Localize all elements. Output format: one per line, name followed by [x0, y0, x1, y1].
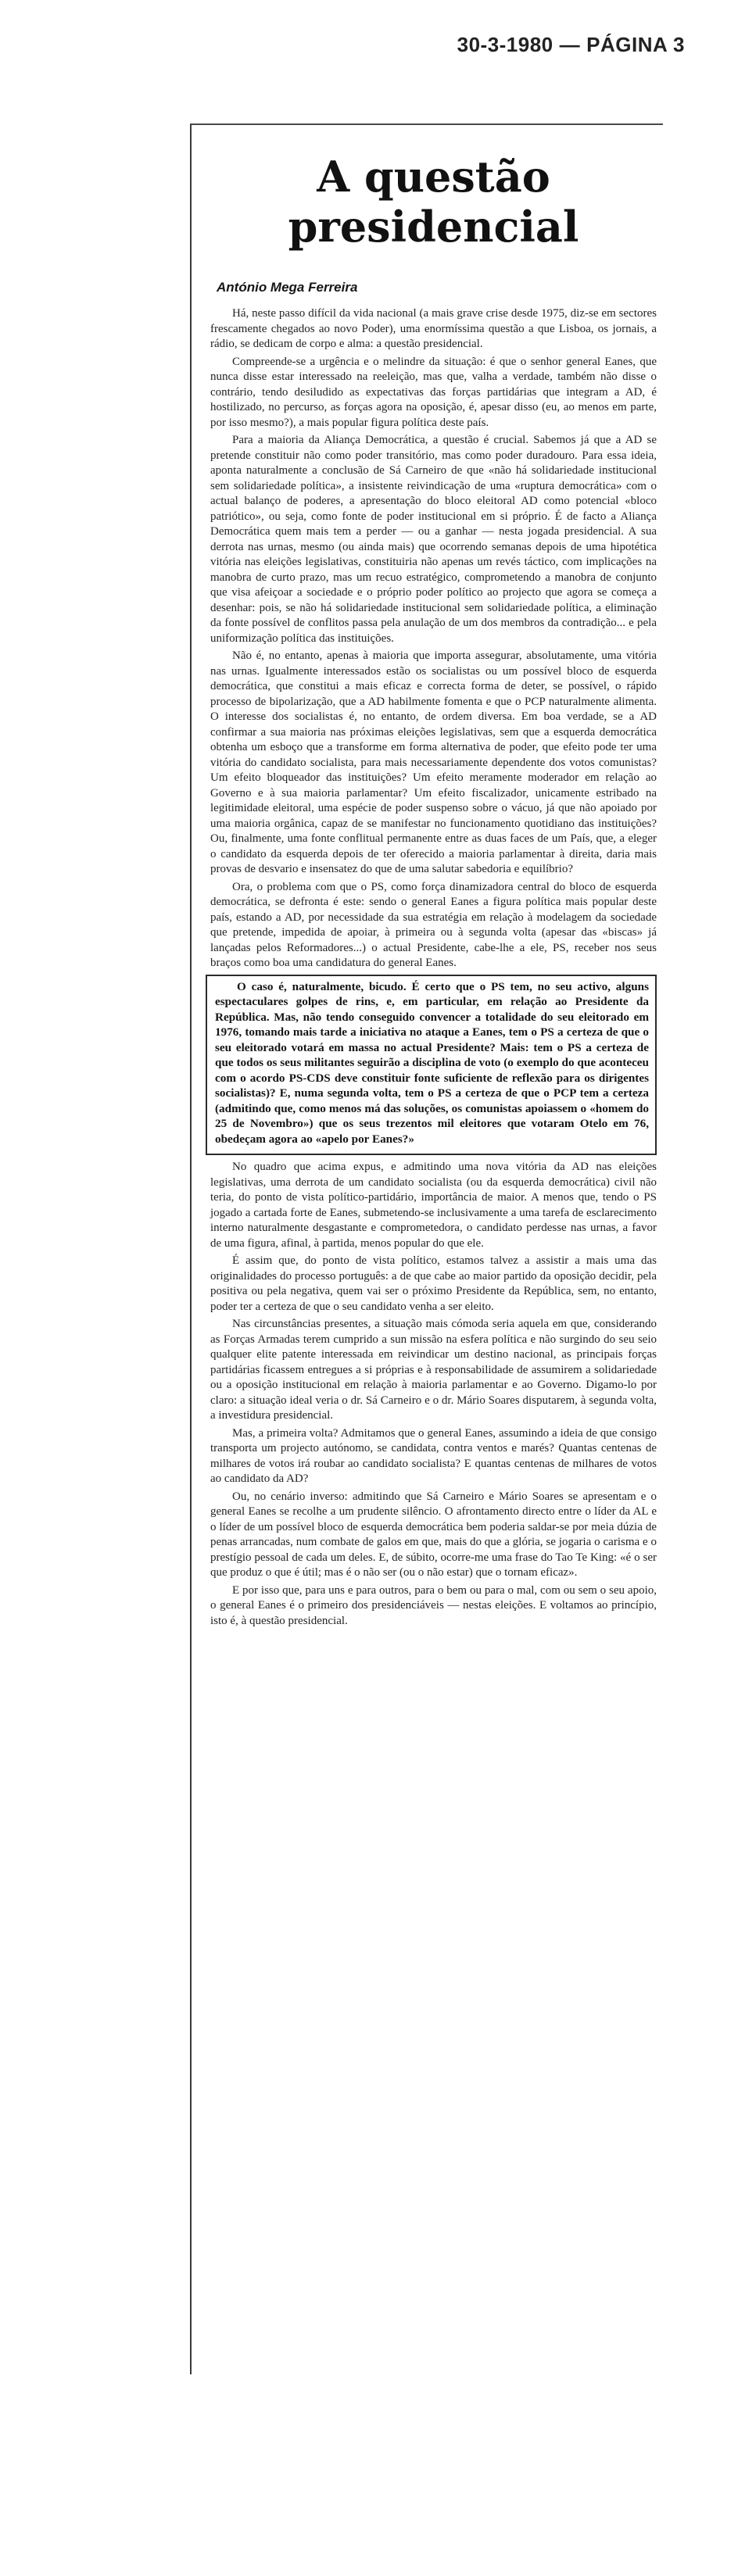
- paragraph-11: Ou, no cenário inverso: admitindo que Sá Carneiro e Mário Soares se apresentam e o general Eanes se recolhe a um prudente silêncio. O afrontamento directo entre o líder da AL e o líder de um possível bloco de esquerda democrática bem poderia saldar-se por meia dúzia de penas arrancadas, num combate de galos em que, mais do que a glória, se jogaria o carisma e o prestígio pessoal de cada um deles. E, de súbito, ocorre-me uma frase do Tao Te King: «é o ser que produz o que é útil; mas é o não ser (ou o não estar) que o tornam eficaz».: [210, 1490, 657, 1579]
- paragraph-3: Para a maioria da Aliança Democrática, a questão é crucial. Sabemos já que a AD se pretende constituir não como poder transitório, mas como poder duradouro. Para essa ideia, aponta naturalmente a conclusão de Sá Carneiro de que «não há solidariedade institucional sem solidariedade política», a insistente reivindicação de uma «ruptura democrática» com o actual balanço de poderes, a apresentação do bloco eleitoral AD como potencial «bloco patriótico», ou seja, como fonte de poder institucional em si próprio. É de facto a Aliança Democrática quem mais tem a perder — ou a ganhar — nesta jogada presidencial. A sua derrota nas urnas, mesmo (ou ainda mais) que ocorrendo semanas depois de uma hipotética vitória nas eleições legislativas, constituiria não apenas um revés táctico, com implicações na manobra de curto prazo, mas um recuo estratégico, comprometendo a manobra de conjunto que visa afeiçoar a sociedade e o próprio poder político ao projecto que agora se começa a desenhar: pois, se não há solidariedade institucional sem solidariedade política, a eliminação da fonte possível de conflitos passa pela anulação de um dos membros da contradição... e pela uniformização política das instituições.: [210, 434, 657, 645]
- article-body: [210, 306, 657, 1629]
- paragraph-5: Ora, o problema com que o PS, como força dinamizadora central do bloco de esquerda democrática, se defronta é este: sendo o general Eanes a figura política mais popular deste país, estando a AD, por necessidade da sua estratégia em relação à modelagem da sociedade que pretende, impedida de apoiar, à primeira ou à segunda volta (apesar das «biscas» já lançadas pelos Reformadores...) o actual Presidente, cabe-lhe a ele, PS, receber nos seus braços como boa uma candidatura do general Eanes.: [210, 880, 657, 969]
- paragraph-8: É assim que, do ponto de vista político, estamos talvez a assistir a mais uma das originalidades do processo português: a de que cabe ao maior partido da oposição decidir, pela positiva ou pela negativa, quem vai ser o próximo Presidente da República, sem, no entanto, poder ter a certeza de que o seu candidato venha a ser eleito.: [210, 1254, 657, 1313]
- paragraph-12: E por isso que, para uns e para outros, para o bem ou para o mal, com ou sem o seu apoio, o general Eanes é o primeiro dos presidenciáveis — nestas eleições. E voltamos ao princípio, isto é, à questão presidencial.: [210, 1583, 657, 1627]
- paragraph-1: Há, neste passo difícil da vida nacional (a mais grave crise desde 1975, diz-se em sectores frescamente chegados ao novo Poder), uma enormíssima questão a que Lisboa, os jornais, a rádio, se dedicam de corpo e alma: a questão presidencial.: [210, 307, 657, 350]
- title-line-1: A questão: [317, 152, 550, 202]
- header-dash: —: [559, 33, 581, 56]
- paragraph-9: Nas circunstâncias presentes, a situação mais cómoda seria aquela em que, considerando as Forças Armadas terem cumprido a sun missão na esfera política e não surgindo do seu seio qualquer elite patente interessada em reivindicar um destino nacional, as principais forças partidárias ficassem entregues a si próprias e à responsabilidade de assumirem a solidariedade ou a oposição institucional em relação à maioria parlamentar e ao Governo. Digamo-lo por claro: a situação ideal veria o dr. Sá Carneiro e o dr. Mário Soares disputarem, à segunda volta, a investidura presidencial.: [210, 1318, 657, 1422]
- paragraph-7: No quadro que acima expus, e admitindo uma nova vitória da AD nas eleições legislativas, uma derrota de um candidato socialista (ou da esquerda democrática) civil não teria, do ponto de vista político-partidário, importância de maior. A menos que, tendo o PS jogado a cartada forte de Eanes, submetendo-se inclusivamente a uma tarefa de esclarecimento interno naturalmente desgastante e comprometedora, o candidato perdesse nas urnas, a favor de uma figura, afinal, à partida, menos popular do que ele.: [210, 1161, 657, 1250]
- article-author: António Mega Ferreira: [217, 280, 358, 295]
- title-line-2: presidencial: [288, 202, 579, 252]
- highlighted-passage-box: [206, 975, 657, 1156]
- article-title: [210, 152, 657, 252]
- issue-date: 30-3-1980: [457, 33, 554, 56]
- paragraph-10: Mas, a primeira volta? Admitamos que o general Eanes, assumindo a ideia de que consigo transporta um projecto autónomo, se candidata, contra ventos e marés? Quantas centenas de milhares de votos irá roubar ao candidato socialista? E quantas centenas de milhares de votos ao candidato da AD?: [210, 1426, 657, 1485]
- paragraph-4: Não é, no entanto, apenas à maioria que importa assegurar, absolutamente, uma vitória nas urnas. Igualmente interessados estão os socialistas ou um possível bloco de esquerda democrática, que constitui a mais eficaz e correcta forma de deter, se possível, o rápido processo de bipolarização, que a AD habilmente fomenta e que o PCP naturalmente alimenta. O interesse dos socialistas é, no entanto, de ordem diversa. Em boa verdade, se a AD confirmar a sua maioria nas próximas eleições legislativas, sem que a esquerda democrática obtenha um esboço que a transforme em forma alternativa de poder, que efeito pode ter uma vitória do candidato socialista, para mais necessariamente dependente dos votos comunistas? Um efeito bloqueador das instituições? Um efeito meramente moderador em relação ao Governo e à sua maioria parlamentar? Um efeito fiscalizador, unicamente estribado na legitimidade eleitoral, uma espécie de poder suspenso sobre o vácuo, já que não apoiado por uma maioria orgânica, capaz de se manifestar no funcionamento quotidiano das instituições? Ou, finalmente, uma fonte conflitual permanente entre as duas faces de um País, que, a eleger o candidato da esquerda depois de ter oferecido a maioria parlamentar à direita, daria mais provas de desvario e insensatez do que de uma salutar sabedoria e equilíbrio?: [210, 649, 657, 875]
- highlighted-paragraph: O caso é, naturalmente, bicudo. É certo que o PS tem, no seu activo, alguns espectaculares golpes de rins, e, em particular, em relação ao Presidente da República. Mas, não tendo conseguido convencer a totalidade do seu eleitorado em 1976, tomando mais tarde a iniciativa no ataque a Eanes, tem o PS a certeza de que o seu eleitorado votará em massa no actual Presidente? Mais: tem o PS a certeza de que todos os seus militantes seguirão a disciplina de voto (o exemplo do que aconteceu com o acordo PS-CDS deve constituir fonte suficiente de reflexão para os dirigentes socialistas)? E, numa segunda volta, tem o PS a certeza de que o PCP tem a certeza (admitindo que, como menos má das soluções, os comunistas apoiassem o «homem do 25 de Novembro») que os seus trezentos mil eleitores que votaram Otelo em 76, obedeçam agora ao «apelo por Eanes?»: [215, 979, 649, 1146]
- paragraph-2: Compreende-se a urgência e o melindre da situação: é que o senhor general Eanes, que nunca disse estar interessado na reeleição, mas que, valha a verdade, também não disse o contrário, tendo desiludido as expectativas das forças partidárias que integram a AD, é hostilizado, no percurso, as forças agora na oposição, é, apesar disso (eu, ao menos em parte, por isso mesmo?), a mais popular figura política deste país.: [210, 355, 657, 429]
- page-header: [388, 33, 685, 57]
- newspaper-clipping: [190, 123, 663, 2374]
- page-number: PÁGINA 3: [586, 33, 685, 56]
